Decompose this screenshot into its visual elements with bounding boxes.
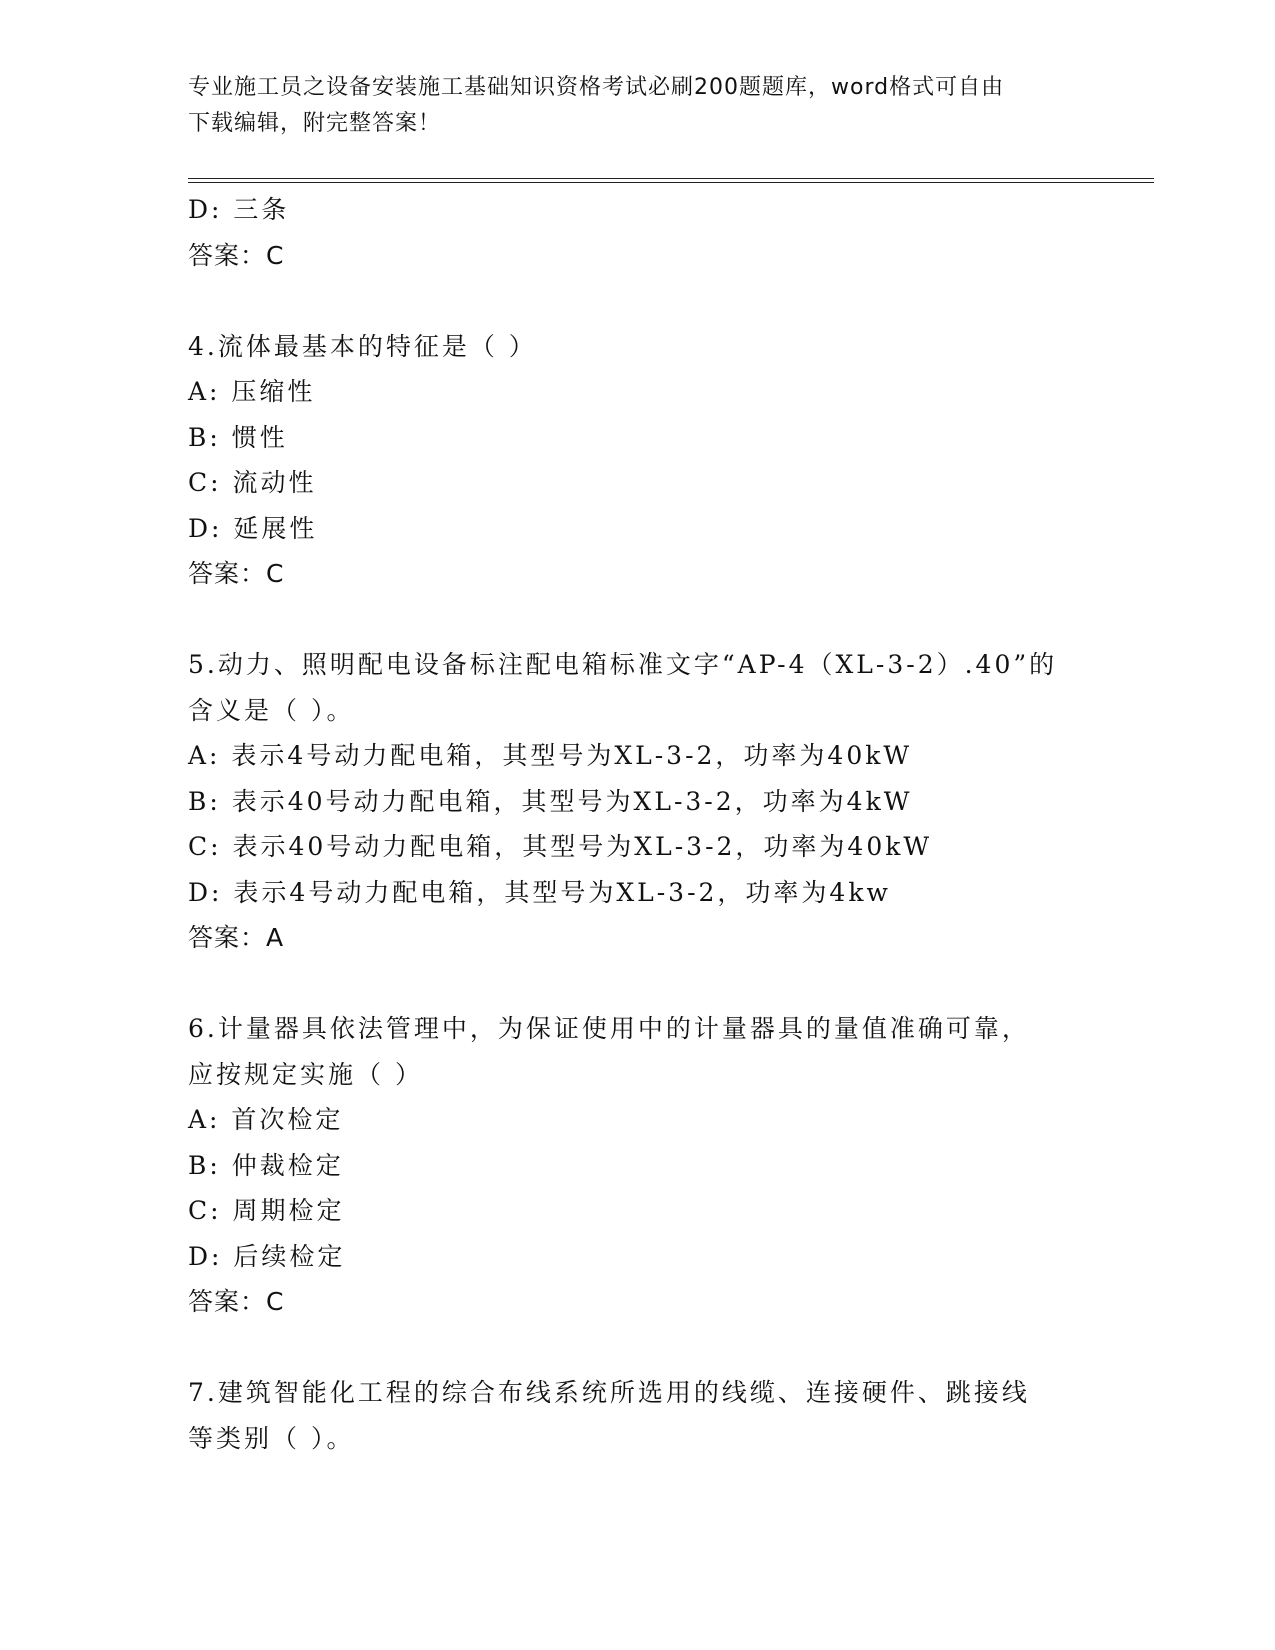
q6-option-d: D: 后续检定 (188, 1241, 346, 1271)
document-header (188, 70, 1088, 142)
q5-stem-line-2: 含义是（ ）。 (188, 695, 355, 725)
q4-answer: 答案：C (188, 559, 285, 588)
header-divider-top (188, 178, 1154, 179)
q4-option-c: C: 流动性 (188, 468, 317, 497)
question-list (188, 187, 1088, 1461)
q6-option-c: C: 周期检定 (188, 1196, 345, 1225)
q5-option-b: B: 表示40号动力配电箱，其型号为XL-3-2，功率为4kW (188, 786, 913, 816)
header-divider-bottom (188, 182, 1154, 183)
q5-option-d: D: 表示4号动力配电箱，其型号为XL-3-2，功率为4kw (188, 877, 891, 907)
q5-option-c: C: 表示40号动力配电箱，其型号为XL-3-2，功率为40kW (188, 832, 933, 861)
header-line-2: 下载编辑，附完整答案！ (188, 111, 442, 136)
q6-option-b: B: 仲裁检定 (188, 1150, 344, 1180)
q5-option-a: A: 表示4号动力配电箱，其型号为XL-3-2，功率为40kW (188, 741, 913, 770)
q6-stem-line-2: 应按规定实施（ ） (188, 1059, 423, 1089)
q4-option-d: D: 延展性 (188, 513, 318, 543)
q7-stem-line-1: 7.建筑智能化工程的综合布线系统所选用的线缆、连接硬件、跳接线 (188, 1378, 1030, 1407)
q5-answer: 答案：A (188, 923, 285, 952)
q3-option-d: D: 三条 (188, 195, 290, 224)
q6-answer: 答案：C (188, 1287, 285, 1316)
q7-stem-line-2: 等类别（ ）。 (188, 1423, 355, 1453)
q4-stem: 4.流体最基本的特征是（ ） (188, 331, 537, 361)
header-line-1: 专业施工员之设备安装施工基础知识资格考试必刷200题题库，word格式可自由 (188, 75, 1005, 100)
q6-stem-line-1: 6.计量器具依法管理中，为保证使用中的计量器具的量值准确可靠， (188, 1014, 1030, 1043)
q6-option-a: A: 首次检定 (188, 1105, 344, 1134)
q4-option-b: B: 惯性 (188, 422, 288, 452)
q3-answer: 答案：C (188, 240, 285, 270)
q4-option-a: A: 压缩性 (188, 377, 316, 406)
q5-stem-line-1: 5.动力、照明配电设备标注配电箱标准文字“AP-4（XL-3-2）.40”的 (188, 650, 1058, 679)
